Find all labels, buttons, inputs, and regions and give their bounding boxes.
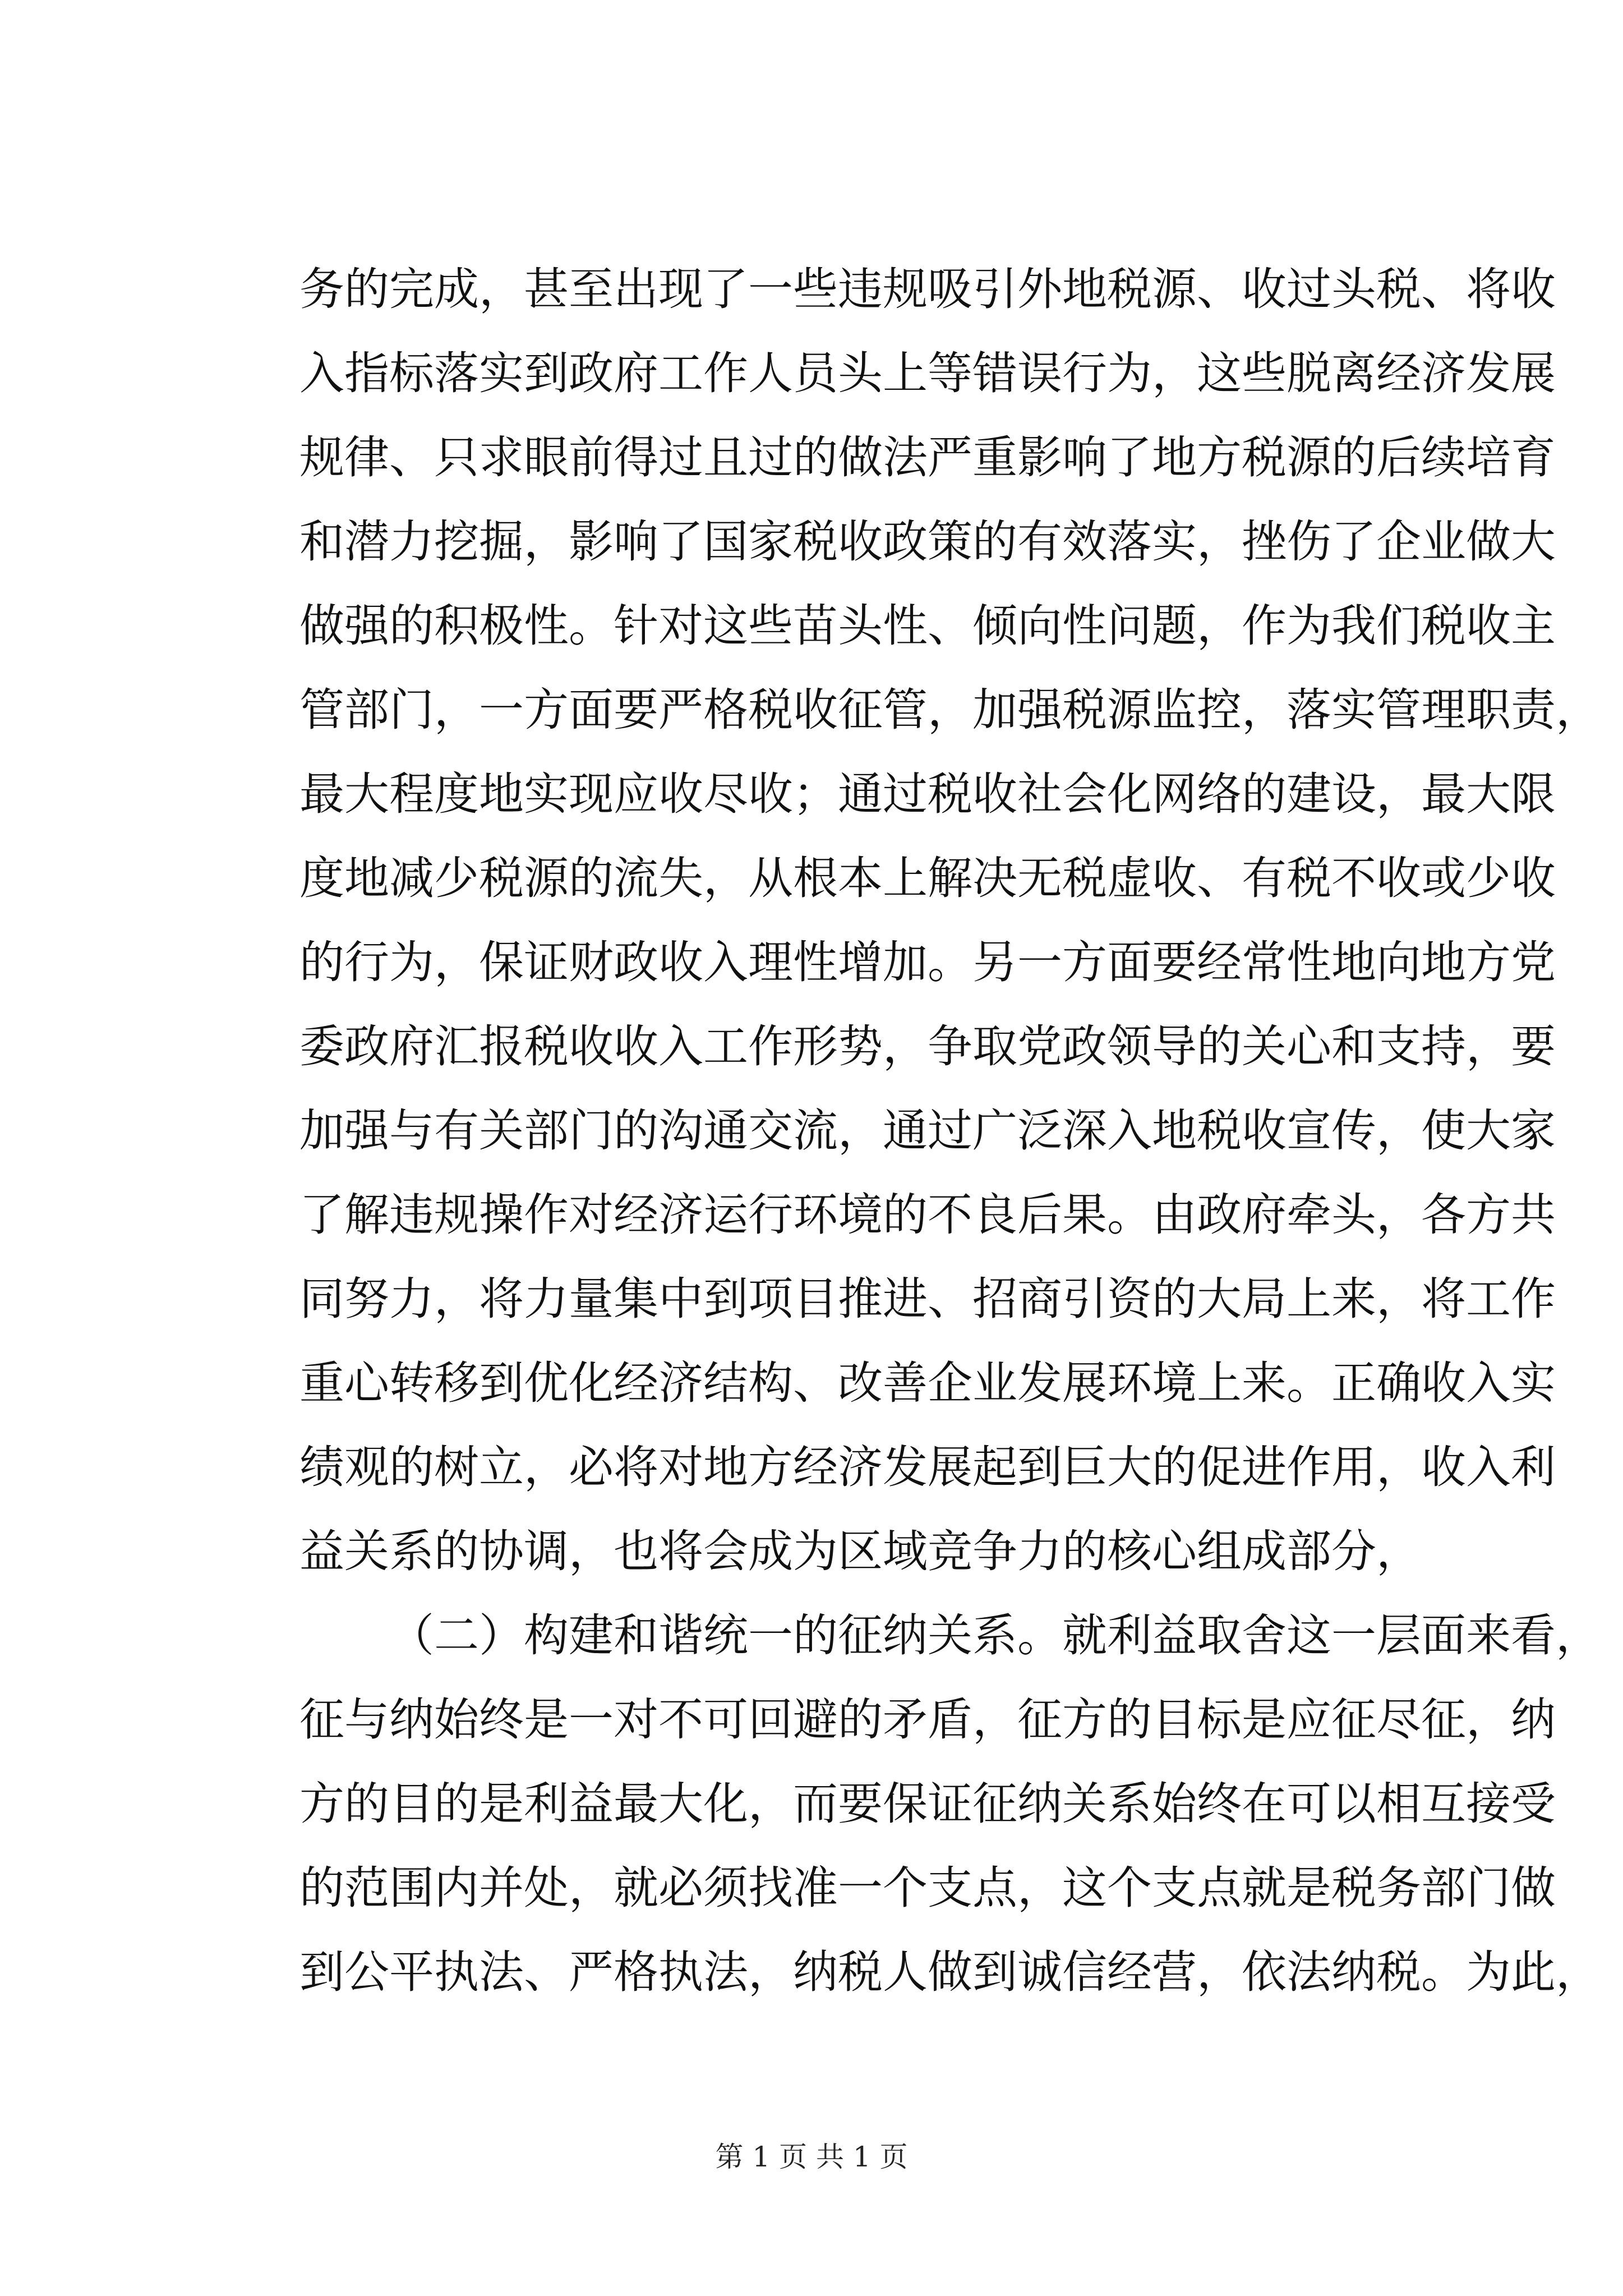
text-line: 益关系的协调，也将会成为区域竞争力的核心组成部分，: [299, 1525, 1421, 1577]
text-line: 绩观的树立，必将对地方经济发展起到巨大的促进作用，收入利: [299, 1441, 1556, 1493]
text-line: 管部门，一方面要严格税收征管，加强税源监控，落实管理职责，: [299, 684, 1601, 736]
text-line: 做强的积极性。针对这些苗头性、倾向性问题，作为我们税收主: [299, 600, 1556, 652]
text-line: 务的完成，甚至出现了一些违规吸引外地税源、收过头税、将收: [299, 263, 1556, 315]
text-line: 加强与有关部门的沟通交流，通过广泛深入地税收宣传，使大家: [299, 1105, 1556, 1157]
text-line: 委政府汇报税收收入工作形势，争取党政领导的关心和支持，要: [299, 1020, 1556, 1073]
text-line: 度地减少税源的流失，从根本上解决无税虚收、有税不收或少收: [299, 852, 1556, 904]
text-line: 同努力，将力量集中到项目推进、招商引资的大局上来，将工作: [299, 1273, 1556, 1325]
page-number-footer: 第 1 页 共 1 页: [715, 2141, 908, 2173]
text-line: 最大程度地实现应收尽收；通过税收社会化网络的建设，最大限: [299, 768, 1556, 820]
text-line: 的范围内并处，就必须找准一个支点，这个支点就是税务部门做: [299, 1862, 1556, 1914]
text-line: 入指标落实到政府工作人员头上等错误行为，这些脱离经济发展: [299, 347, 1556, 399]
text-line: 征与纳始终是一对不可回避的矛盾，征方的目标是应征尽征，纳: [299, 1694, 1556, 1746]
text-line: 方的目的是利益最大化，而要保证征纳关系始终在可以相互接受: [299, 1778, 1556, 1830]
text-line: 重心转移到优化经济结构、改善企业发展环境上来。正确收入实: [299, 1357, 1556, 1409]
text-line: 到公平执法、严格执法，纳税人做到诚信经营，依法纳税。为此，: [299, 1946, 1601, 1998]
text-line: 和潜力挖掘，影响了国家税收政策的有效落实，挫伤了企业做大: [299, 516, 1556, 568]
text-line: 的行为，保证财政收入理性增加。另一方面要经常性地向地方党: [299, 936, 1556, 988]
paragraph-heading-line: （二）构建和谐统一的征纳关系。就利益取舍这一层面来看，: [389, 1609, 1601, 1662]
text-line: 了解违规操作对经济运行环境的不良后果。由政府牵头，各方共: [299, 1189, 1556, 1241]
text-line: 规律、只求眼前得过且过的做法严重影响了地方税源的后续培育: [299, 431, 1556, 484]
